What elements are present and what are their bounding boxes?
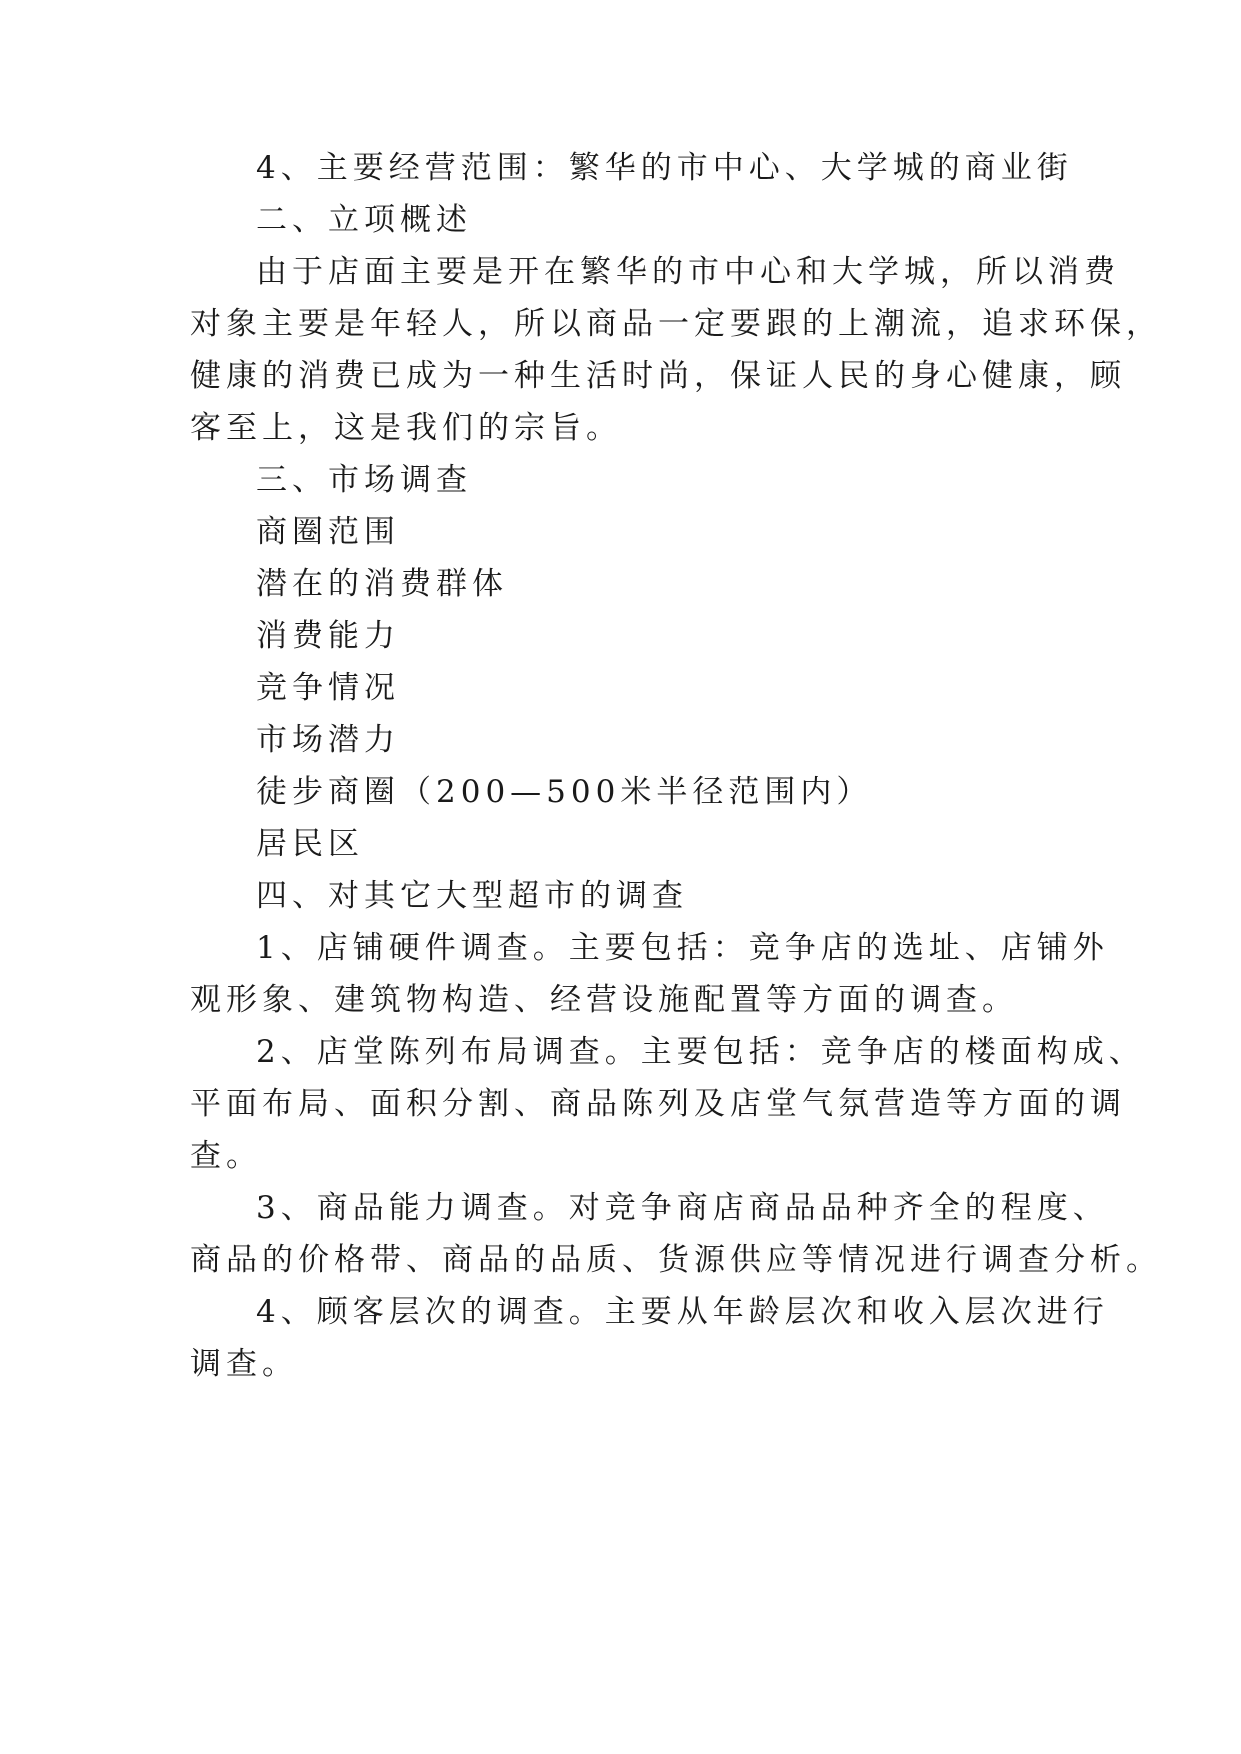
list-item: 徒步商圈（200—500米半径范围内）	[256, 774, 873, 810]
survey-paragraph-line: 观形象、建筑物构造、经营设施配置等方面的调查。	[190, 982, 1018, 1018]
section-heading-overview: 二、立项概述	[256, 202, 472, 238]
overview-paragraph-line: 健康的消费已成为一种生活时尚，保证人民的身心健康，顾	[190, 358, 1126, 394]
survey-paragraph-line: 4、顾客层次的调查。主要从年龄层次和收入层次进行	[256, 1294, 1109, 1330]
list-item: 竞争情况	[256, 670, 400, 706]
section-heading-market-survey: 三、市场调查	[256, 462, 472, 498]
list-item: 潜在的消费群体	[256, 566, 508, 602]
overview-paragraph-line: 由于店面主要是开在繁华的市中心和大学城，所以消费	[256, 254, 1120, 290]
list-item: 商圈范围	[256, 514, 400, 550]
survey-paragraph-line: 查。	[190, 1138, 262, 1174]
survey-paragraph-line: 调查。	[190, 1346, 298, 1382]
survey-paragraph-line: 2、店堂陈列布局调查。主要包括：竞争店的楼面构成、	[256, 1034, 1145, 1070]
scope-item: 4、主要经营范围：繁华的市中心、大学城的商业街	[256, 150, 1073, 186]
section-heading-competitor-survey: 四、对其它大型超市的调查	[256, 878, 688, 914]
list-item: 市场潜力	[256, 722, 400, 758]
list-item: 消费能力	[256, 618, 400, 654]
list-item: 居民区	[256, 826, 364, 862]
overview-paragraph-line: 对象主要是年轻人，所以商品一定要跟的上潮流，追求环保，	[190, 306, 1162, 342]
overview-paragraph-line: 客至上，这是我们的宗旨。	[190, 410, 622, 446]
survey-paragraph-line: 3、商品能力调查。对竞争商店商品品种齐全的程度、	[256, 1190, 1109, 1226]
survey-paragraph-line: 商品的价格带、商品的品质、货源供应等情况进行调查分析。	[190, 1242, 1162, 1278]
survey-paragraph-line: 平面布局、面积分割、商品陈列及店堂气氛营造等方面的调	[190, 1086, 1126, 1122]
survey-paragraph-line: 1、店铺硬件调查。主要包括：竞争店的选址、店铺外	[256, 930, 1109, 966]
